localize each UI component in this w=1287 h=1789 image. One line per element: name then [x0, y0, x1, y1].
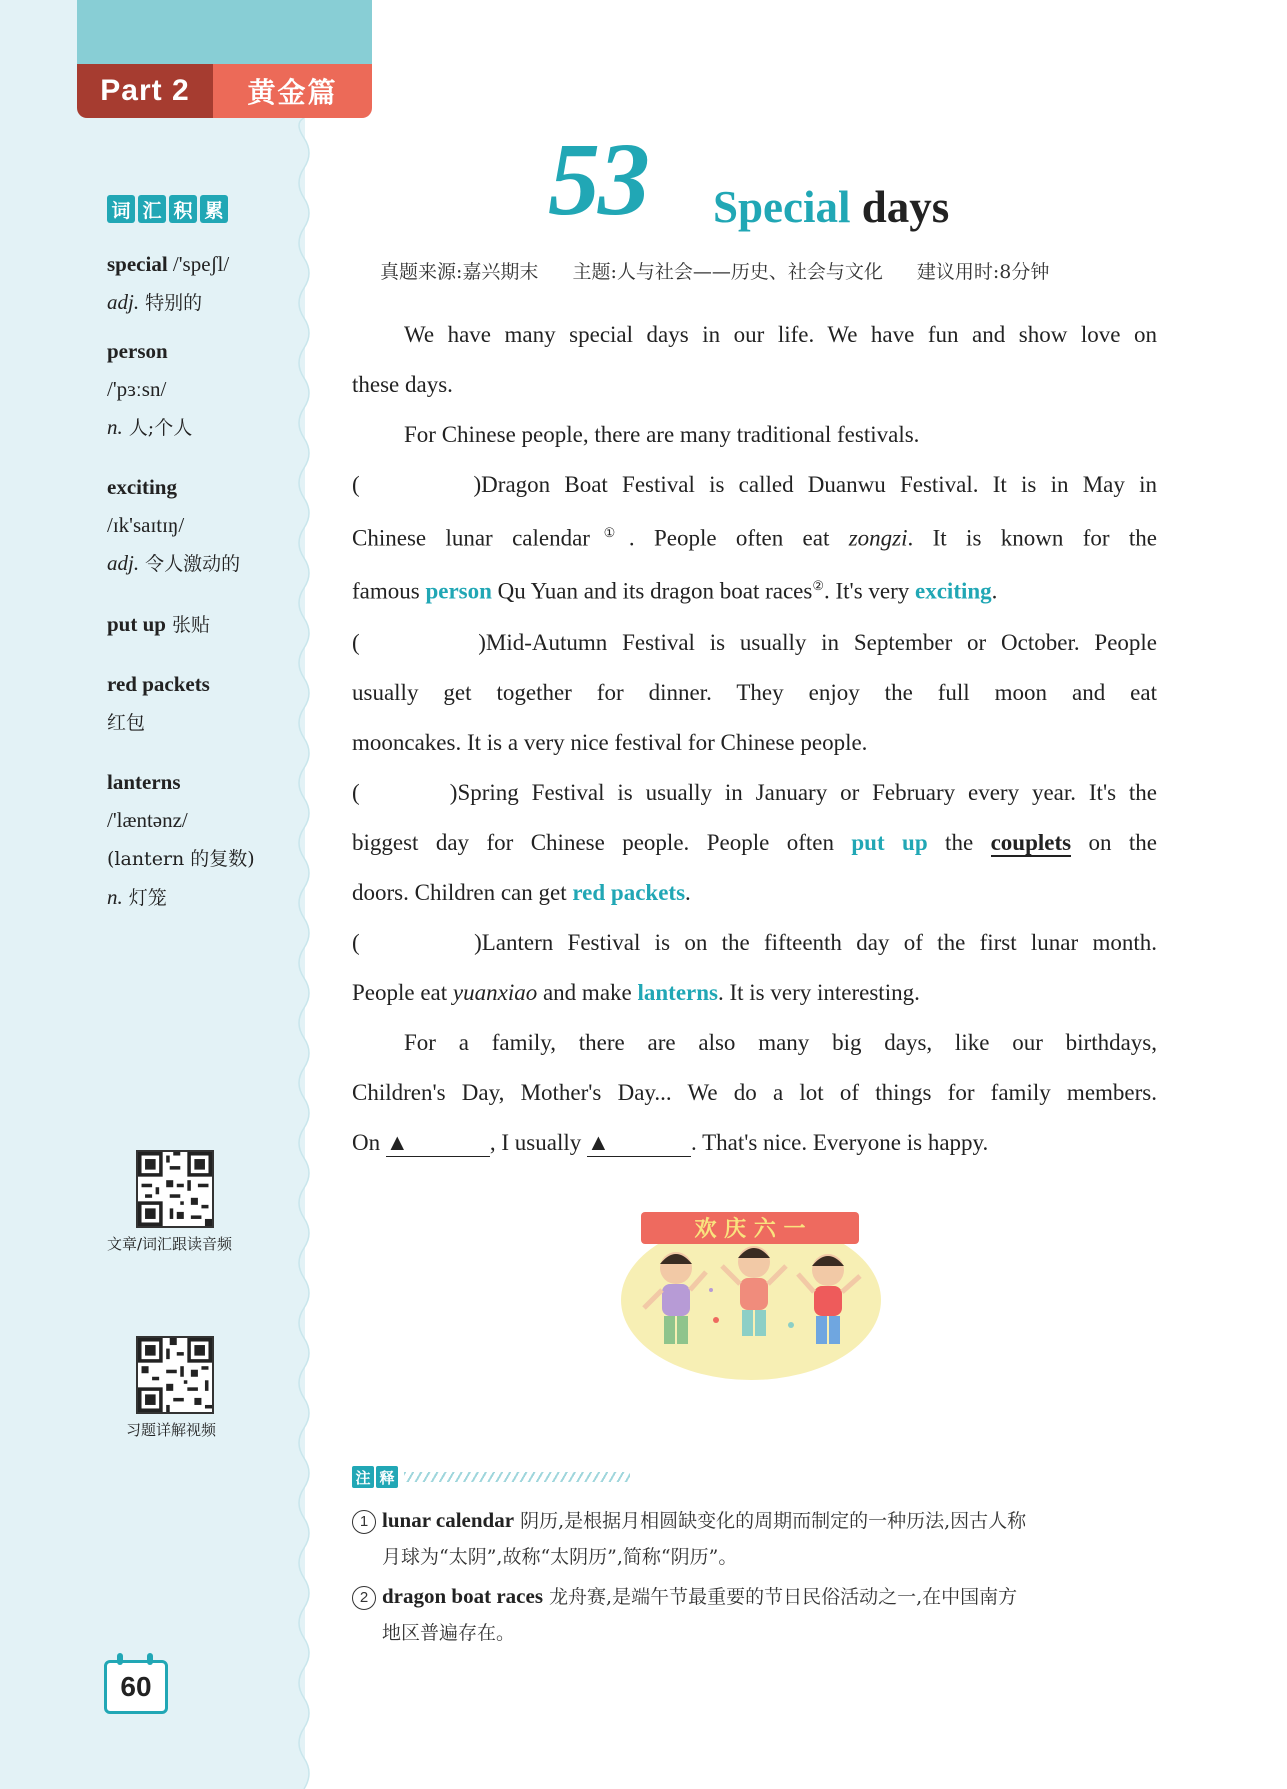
article-line: We have many special days in our life. We have fun and show love on [404, 322, 1157, 347]
video-qr-code[interactable] [136, 1336, 214, 1414]
article-line: ( )Mid-Autumn Festival is usually in September or October. People [352, 630, 1157, 655]
childrens-day-illustration [616, 1200, 886, 1385]
vocab-word: special [107, 252, 168, 276]
article-line: ( )Spring Festival is usually in January or February every year. It's the [352, 780, 1158, 805]
header-tab-top [77, 0, 372, 64]
calendar-clip [117, 1653, 123, 1665]
note-definition: 龙舟赛,是端午节最重要的节日民俗活动之一,在中国南方 [543, 1586, 1018, 1608]
vocab-meaning: 灯笼 [122, 887, 167, 909]
article-line: ( )Dragon Boat Festival is called Duanwu Festival. It is in May in [352, 472, 1157, 497]
answer-blank[interactable]: ▲ [386, 1130, 490, 1157]
qr-code-icon [138, 1338, 212, 1412]
vocab-word: red packets [107, 672, 210, 696]
underlined-word: couplets [990, 830, 1072, 855]
vocab-word: lanterns [107, 770, 181, 794]
note-definition: 地区普遍存在。 [382, 1622, 516, 1644]
vocab-entry-red-packets [107, 665, 210, 742]
article-line: Chinese lunar calendar①. People often eat zongzi. It is known for the [352, 525, 1158, 551]
answer-bracket[interactable]: ( ) [352, 472, 482, 497]
vocab-entry-special [107, 245, 229, 322]
vocab-title [107, 195, 228, 223]
section-label: 黄金篇 [213, 64, 372, 118]
vocab-phonetic: /'speʃl/ [167, 252, 230, 276]
note-2 [352, 1578, 1162, 1651]
lesson-source: 真题来源:嘉兴期末 [380, 261, 539, 283]
banner-text: 欢 庆 六 一 [694, 1217, 806, 1242]
sidebar-wave-border [292, 118, 322, 1789]
notes-title-char: 释 [376, 1466, 398, 1488]
vocab-highlight: exciting [915, 578, 992, 604]
part-label: Part 2 [77, 64, 213, 118]
vocab-meaning: 红包 [107, 712, 146, 734]
vocab-phonetic: /ɪk'saɪtɪŋ/ [107, 513, 185, 537]
notes-divider [404, 1472, 630, 1482]
article-line: Children's Day, Mother's Day... We do a lot of things for family members. [352, 1080, 1157, 1105]
vocab-pos: adj. [107, 551, 140, 575]
note-number: 1 [352, 1510, 376, 1534]
note-term: dragon boat races [382, 1584, 543, 1608]
lesson-number: 53 [548, 122, 648, 237]
footnote-ref: ② [812, 578, 824, 593]
vocab-title-char: 累 [200, 195, 228, 223]
article-line: usually get together for dinner. They enjoy the full moon and eat [352, 680, 1157, 705]
vocab-highlight: lanterns [637, 980, 718, 1005]
vocab-highlight: put up [851, 830, 928, 855]
vocab-meaning: 特别的 [139, 292, 203, 314]
article-line: doors. Children can get red packets. [352, 880, 691, 905]
vocab-word: put up [107, 612, 166, 636]
page-number-text: 60 [120, 1671, 152, 1702]
calendar-clip [147, 1653, 153, 1665]
answer-bracket[interactable]: ( ) [352, 930, 482, 955]
article-line: On ▲ , I usually ▲ . That's nice. Everyone is happy. [352, 1130, 989, 1155]
audio-qr-label: 文章/词汇跟读音频 [107, 1235, 233, 1253]
article-line: ( )Lantern Festival is on the fifteenth day of the first lunar month. [352, 930, 1158, 955]
vocab-pos: n. [107, 415, 123, 439]
vocab-title-char: 积 [169, 195, 197, 223]
video-qr-label: 习题详解视频 [126, 1421, 217, 1439]
note-1 [352, 1502, 1162, 1575]
vocab-title-char: 汇 [138, 195, 166, 223]
vocab-pos: n. [107, 885, 123, 909]
lesson-theme: 主题:人与社会——历史、社会与文化 [572, 261, 883, 283]
audio-qr-code[interactable] [136, 1150, 214, 1228]
vocab-phonetic: /'læntənz/ [107, 808, 188, 832]
vocab-highlight: person [425, 578, 492, 604]
vocab-word: exciting [107, 475, 177, 499]
article-line: these days. [352, 372, 453, 397]
note-definition: 阴历,是根据月相圆缺变化的周期而制定的一种历法,因古人称 [514, 1510, 1027, 1532]
vocab-meaning: 令人激动的 [139, 553, 241, 575]
article-line: People eat yuanxiao and make lanterns. It is very interesting. [352, 980, 920, 1005]
notes-title-char: 注 [352, 1466, 374, 1488]
notes-title [352, 1466, 630, 1488]
article-line: For a family, there are also many big days, like our birthdays, [404, 1030, 1157, 1055]
lesson-title [713, 182, 950, 232]
lesson-time: 建议用时:8分钟 [916, 261, 1050, 283]
note-term: lunar calendar [382, 1508, 515, 1532]
vocab-pos: adj. [107, 290, 140, 314]
article-line: mooncakes. It is a very nice festival for Chinese people. [352, 730, 868, 755]
lesson-meta [380, 257, 1077, 284]
vocab-note: (lantern 的复数) [107, 848, 255, 870]
qr-code-icon [138, 1152, 212, 1226]
answer-bracket[interactable]: ( ) [352, 780, 458, 805]
vocab-entry-person [107, 332, 192, 447]
answer-blank[interactable]: ▲ [587, 1130, 691, 1157]
vocab-entry-put-up [107, 605, 210, 644]
note-definition: 月球为“太阴”,故称“太阴历”,简称“阴历”。 [382, 1546, 738, 1568]
vocab-highlight: red packets [572, 880, 686, 905]
article-line: famous person Qu Yuan and its dragon boat races②. It's very exciting. [352, 578, 998, 604]
vocab-word: person [107, 339, 168, 363]
lesson-title-part1: Special [713, 182, 851, 232]
footnote-ref: ① [589, 525, 629, 540]
note-number: 2 [352, 1586, 376, 1610]
article-line: For Chinese people, there are many traditional festivals. [404, 422, 920, 447]
vocab-meaning: 人;个人 [122, 417, 193, 439]
page-number [104, 1660, 168, 1714]
vocab-title-char: 词 [107, 195, 135, 223]
lesson-title-part2: days [861, 182, 950, 232]
vocab-entry-lanterns [107, 763, 255, 917]
article-line: biggest day for Chinese people. People often put up the couplets on the [352, 830, 1158, 855]
answer-bracket[interactable]: ( ) [352, 630, 486, 655]
vocab-entry-exciting [107, 468, 240, 583]
vocab-phonetic: /'pɜːsn/ [107, 377, 167, 401]
vocab-meaning: 张贴 [165, 614, 211, 636]
